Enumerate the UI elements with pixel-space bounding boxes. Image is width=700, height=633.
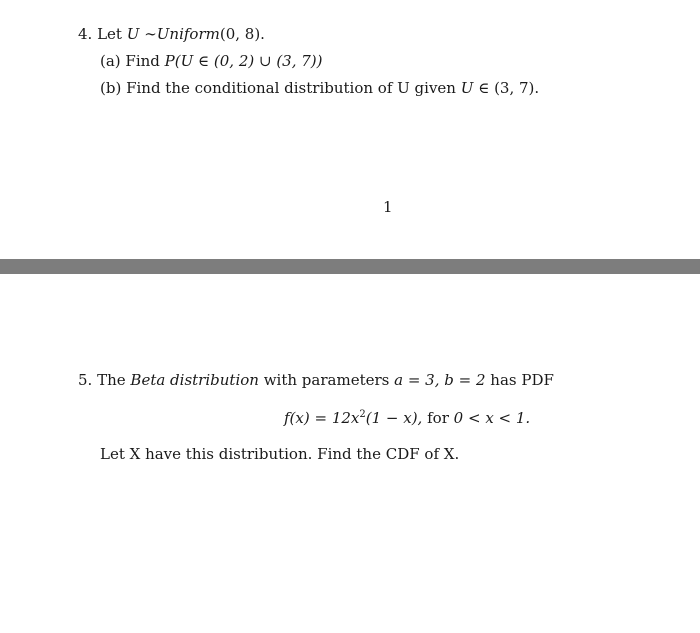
pdf-lhs: f(x) = 12x [284, 409, 360, 427]
problem-5-intro [78, 370, 554, 390]
intro-prefix: The [97, 371, 126, 389]
distribution-params: (0, 8). [219, 25, 265, 43]
problem-4-part-b [100, 78, 539, 98]
tilde-symbol: ∼ [144, 25, 157, 43]
problem-number: 5. [78, 371, 93, 389]
intro-middle: with parameters [263, 371, 390, 389]
page-number: 1 [383, 198, 393, 216]
stem-variable: U [126, 25, 140, 43]
beta-parameters: a = 3, b = 2 [394, 371, 486, 389]
intro-suffix: has PDF [490, 371, 554, 389]
pdf-rhs: (1 − x), [365, 409, 423, 427]
pdf-exponent: 2 [359, 409, 366, 420]
beta-distribution-term: Beta distribution [130, 371, 259, 389]
pdf-condition-label: for [427, 409, 449, 427]
pdf-condition: 0 < x < 1. [453, 409, 531, 427]
part-a-label: (a) Find [100, 52, 160, 70]
problem-4-stem [78, 24, 265, 44]
pdf-formula [284, 405, 530, 428]
stem-prefix: Let [97, 25, 122, 43]
distribution-name: Uniform [156, 25, 220, 43]
part-b-interval: ∈ (3, 7). [478, 79, 540, 97]
problem-5-question: Let X have this distribution. Find the CDF of X. [100, 445, 460, 463]
part-a-expression: P(U ∈ (0, 2) ∪ (3, 7)) [164, 52, 323, 70]
problem-number: 4. [78, 25, 93, 43]
part-b-variable: U [460, 79, 474, 97]
page-divider [0, 259, 700, 274]
part-b-text: (b) Find the conditional distribution of U given [100, 79, 456, 97]
problem-4-part-a [100, 51, 323, 71]
